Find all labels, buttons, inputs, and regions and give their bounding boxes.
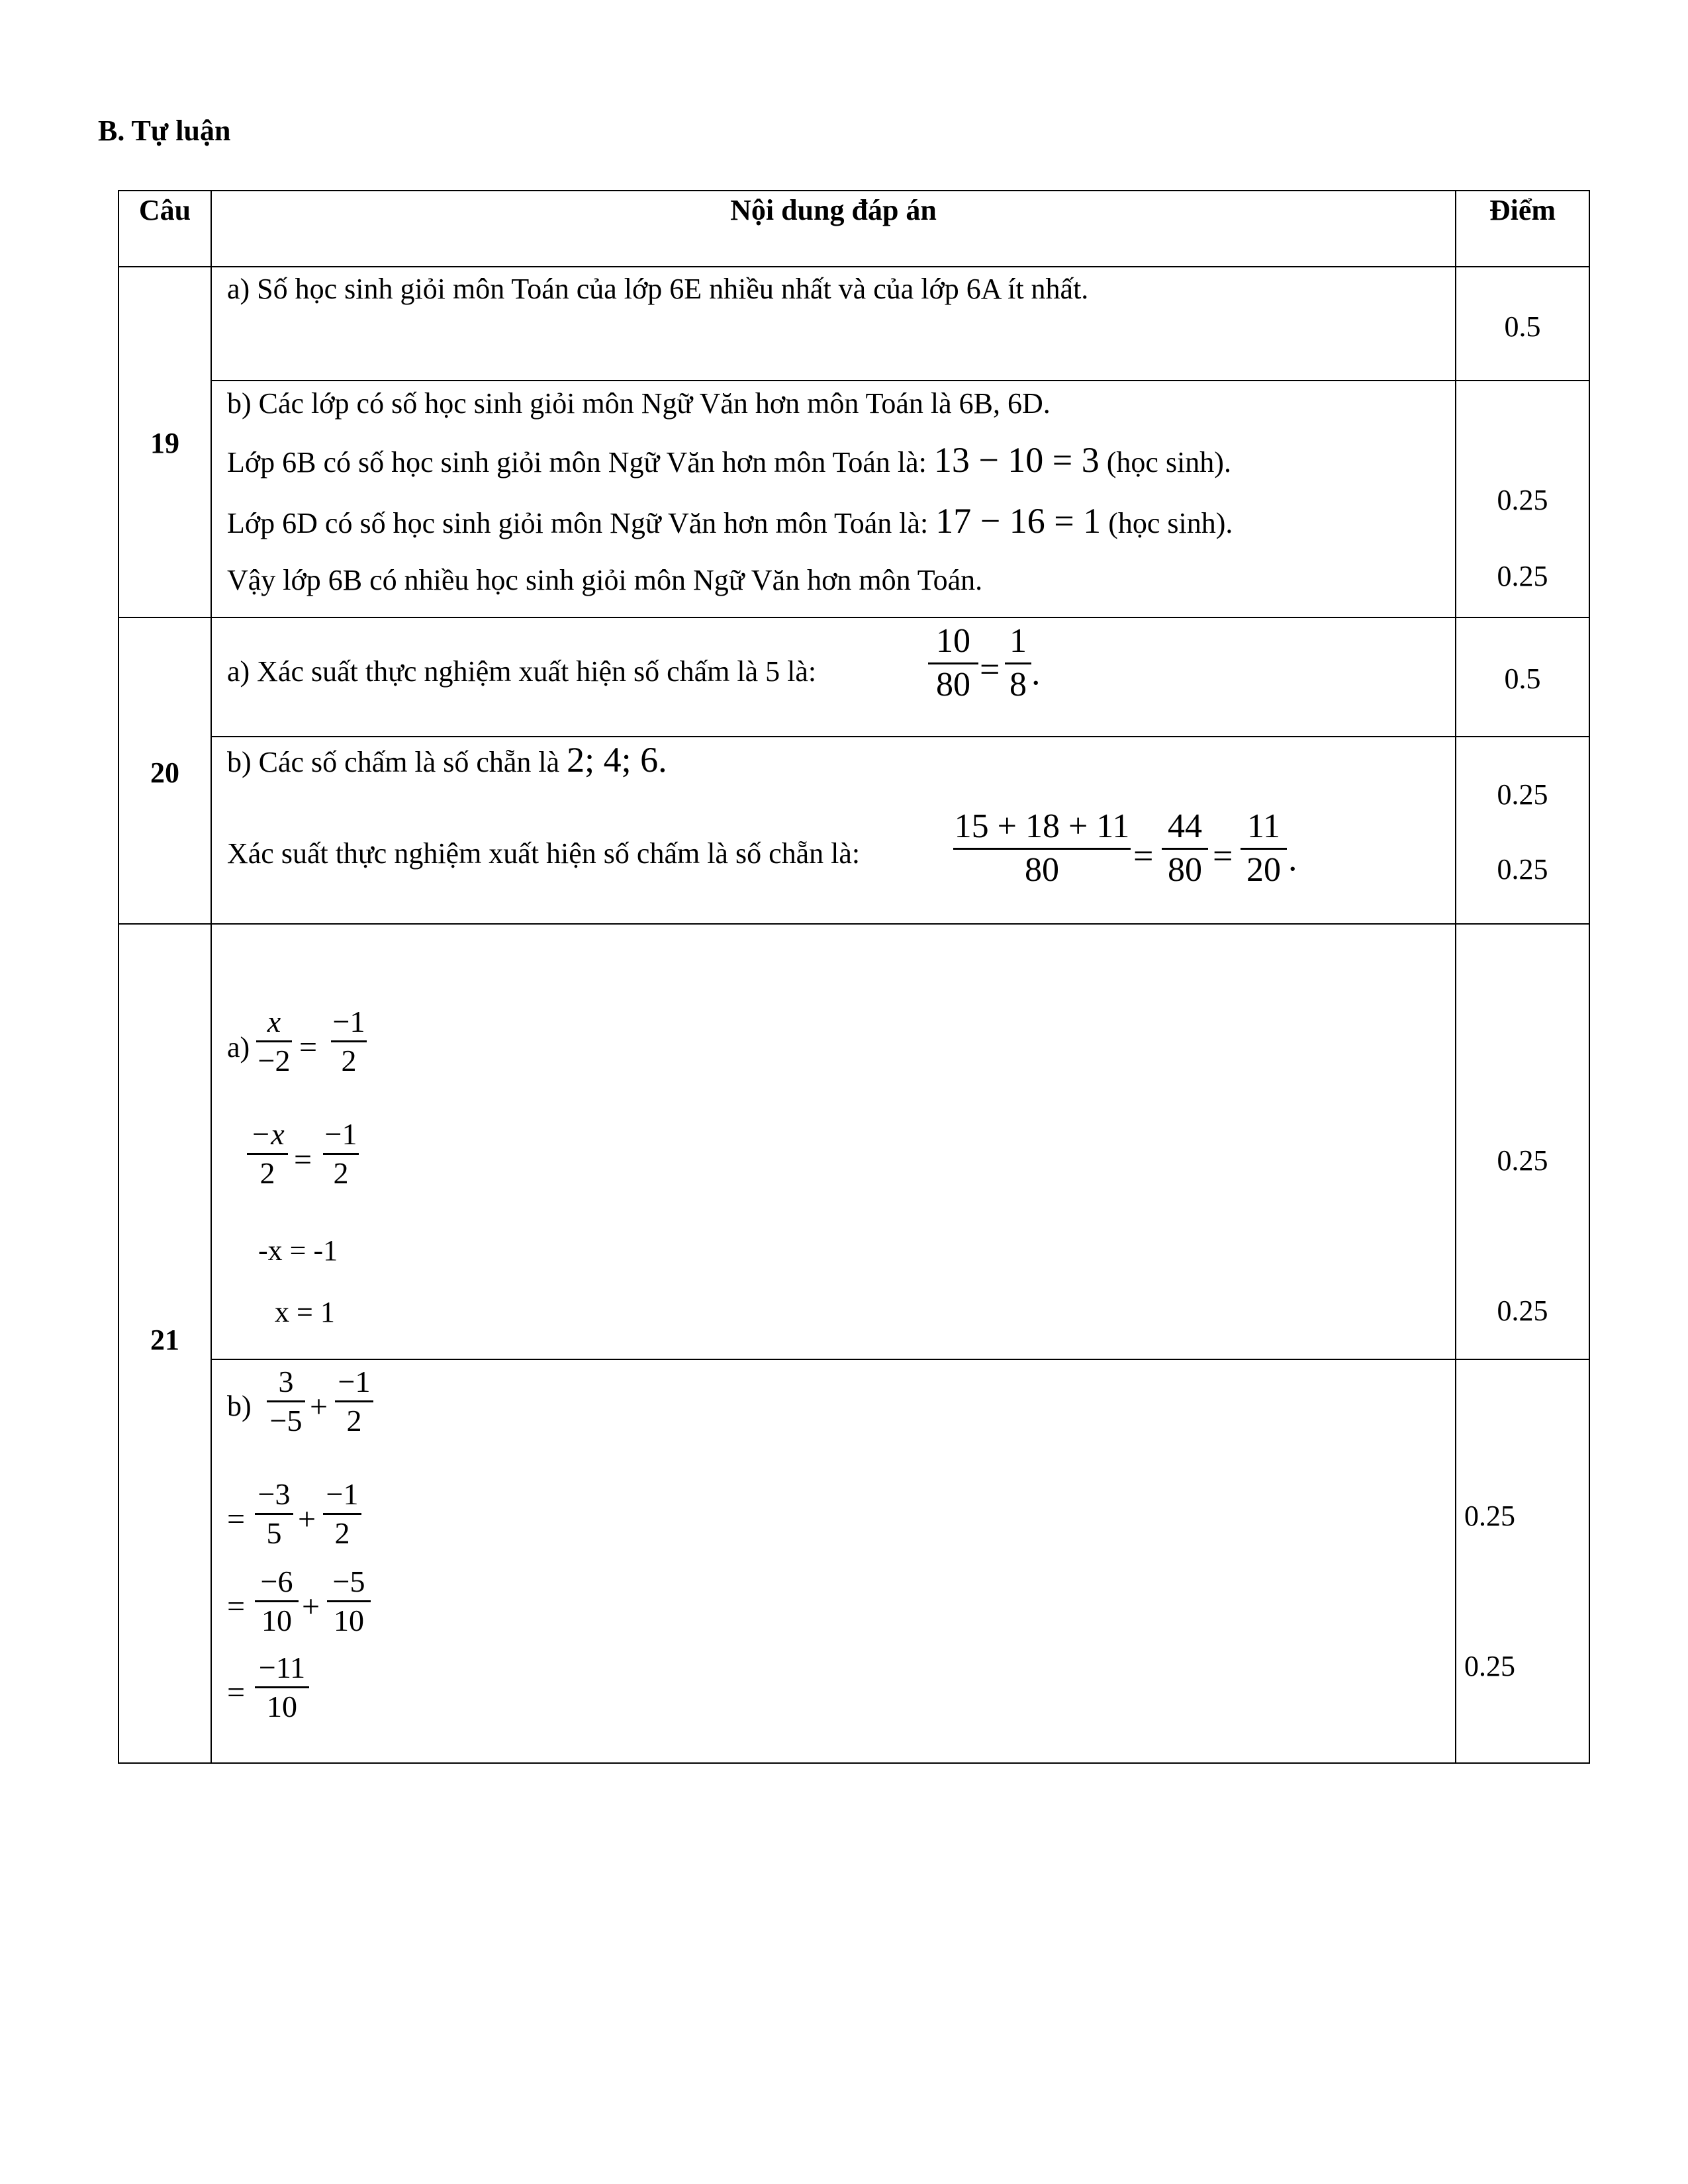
header-noidung: Nội dung đáp án	[730, 194, 937, 226]
header-cau: Câu	[138, 194, 191, 226]
q20-b-eq2: =	[1213, 836, 1233, 876]
q21-b-s2-eq: =	[227, 1502, 246, 1537]
divider-19a-19b	[211, 380, 1590, 381]
q21-b-s3-fraction-1	[255, 1566, 299, 1637]
q21-b-s3-f1-den: 10	[261, 1604, 292, 1638]
column-divider-2	[1455, 190, 1456, 1764]
q19-b-line3-suffix: (học sinh).	[1108, 507, 1233, 539]
q19-b-line2	[227, 440, 1231, 480]
q21-a-s1-eq: =	[299, 1030, 318, 1065]
q19-b-line3-text: Lớp 6D có số học sinh giỏi môn Ngữ Văn hơn môn Toán là:	[227, 507, 929, 539]
q20-b-f1-den: 80	[1025, 850, 1059, 889]
q21-a-s1-f1-den: −2	[258, 1044, 291, 1078]
q21-number: 21	[150, 1324, 179, 1356]
q21-b-s3-f2-den: 10	[334, 1604, 364, 1638]
q21-b-score1: 0.25	[1464, 1500, 1515, 1532]
q19-b-line4: Vậy lớp 6B có nhiều học sinh giỏi môn Ngữ Văn hơn môn Toán.	[227, 564, 983, 596]
q21-b-s4-f1-den: 10	[267, 1690, 297, 1724]
q21-a-score1: 0.25	[1497, 1144, 1548, 1177]
column-divider-1	[211, 190, 212, 1764]
q20-b-fraction-2	[1162, 809, 1208, 888]
q20-b-f2-den: 80	[1168, 850, 1202, 889]
q21-b-s1-f2-num: −1	[338, 1365, 371, 1398]
q20-a-fraction-1	[928, 623, 978, 703]
q21-b-s2-f2-den: 2	[334, 1516, 350, 1551]
q21-b-s1-f1-num: 3	[278, 1365, 294, 1398]
q19-b-line1: b) Các lớp có số học sinh giỏi môn Ngữ Văn hơn môn Toán là 6B, 6D.	[227, 387, 1051, 420]
table-border-left	[118, 190, 119, 1764]
q21-a-s1-f1-num: x	[267, 1005, 281, 1038]
q21-a-s2-f1-num: −x	[250, 1117, 285, 1151]
divider-20a-20b	[211, 736, 1590, 737]
table-border-bottom	[118, 1762, 1590, 1764]
q21-a-s1-fraction-1	[256, 1006, 292, 1077]
q19-b-line3	[227, 501, 1233, 541]
q21-a-s2-f1-den: 2	[259, 1156, 275, 1191]
q20-b-line1	[227, 740, 667, 780]
q21-a-s2-fraction-1	[247, 1118, 288, 1190]
q20-b-f2-num: 44	[1168, 807, 1202, 845]
q21-b-s1-op: +	[310, 1389, 328, 1424]
q21-b-s2-f1-den: 5	[266, 1516, 282, 1551]
q21-b-s4-fraction-1	[255, 1652, 309, 1723]
divider-21a-21b	[211, 1359, 1590, 1360]
q20-b-fraction-3	[1241, 809, 1287, 888]
q20-a-score: 0.5	[1504, 662, 1541, 695]
q21-b-s2-op: +	[298, 1502, 316, 1537]
section-title: B. Tự luận	[98, 114, 231, 147]
q21-a-s2-f2-den: 2	[333, 1156, 349, 1191]
q20-b-eq1: =	[1133, 836, 1154, 876]
q20-a-eq: =	[980, 649, 1000, 689]
q20-b-line2-text: Xác suất thực nghiệm xuất hiện số chấm là số chẵn là:	[227, 837, 861, 870]
q21-b-s3-f1-num: −6	[260, 1565, 293, 1598]
q20-a-f1-den: 80	[936, 665, 970, 704]
q19-number: 19	[150, 427, 179, 459]
q19-a-text: a) Số học sinh giỏi môn Toán của lớp 6E nhiều nhất và của lớp 6A ít nhất.	[227, 273, 1089, 305]
q20-b-fraction-1	[953, 809, 1131, 888]
q21-b-score2: 0.25	[1464, 1650, 1515, 1682]
q20-a-dot: .	[1031, 653, 1041, 692]
q21-b-s4-eq: =	[227, 1675, 246, 1710]
q21-b-s3-op: +	[302, 1589, 320, 1624]
q20-b-f3-den: 20	[1246, 850, 1281, 889]
q21-a-score2: 0.25	[1497, 1295, 1548, 1327]
q21-b-label: b)	[227, 1390, 252, 1422]
q20-a-text: a) Xác suất thực nghiệm xuất hiện số chấm là 5 là:	[227, 655, 817, 688]
q19-b-line3-expr: 17 − 16 = 1	[935, 501, 1102, 541]
q21-a-s1-f2-num: −1	[332, 1005, 365, 1038]
header-diem: Điểm	[1489, 194, 1556, 226]
q20-b-line1-expr: 2; 4; 6.	[567, 740, 667, 780]
q21-a-s4: x = 1	[275, 1296, 335, 1328]
q21-a-s2-f2-num: −1	[324, 1117, 357, 1151]
q20-a-fraction-2	[1005, 623, 1031, 703]
table-border-top	[118, 190, 1590, 191]
header-divider	[118, 266, 1590, 267]
q21-b-s3-eq: =	[227, 1589, 246, 1624]
divider-20-21	[118, 923, 1590, 925]
q21-a-s1-fraction-2	[331, 1006, 367, 1077]
q21-b-s3-f2-num: −5	[332, 1565, 365, 1598]
q19-b-line2-expr: 13 − 10 = 3	[933, 440, 1100, 480]
q21-a-label: a)	[227, 1031, 250, 1064]
q19-b-score2: 0.25	[1497, 560, 1548, 592]
q20-a-f2-den: 8	[1009, 665, 1027, 704]
q21-a-s2-fraction-2	[323, 1118, 359, 1190]
q21-b-s1-fraction-1	[267, 1366, 305, 1437]
q21-b-s2-f2-num: −1	[326, 1477, 359, 1511]
q20-b-score1: 0.25	[1497, 778, 1548, 811]
divider-19-20	[118, 617, 1590, 618]
table-border-right	[1589, 190, 1590, 1764]
q21-b-s2-f1-num: −3	[258, 1477, 291, 1511]
q21-a-s1-f2-den: 2	[341, 1044, 357, 1078]
q19-b-line2-suffix: (học sinh).	[1106, 446, 1231, 478]
q19-b-score1: 0.25	[1497, 484, 1548, 516]
q19-a-score: 0.5	[1504, 310, 1541, 343]
q21-a-s3: -x = -1	[258, 1234, 338, 1267]
q20-b-f1-num: 15 + 18 + 11	[954, 807, 1130, 845]
q21-b-s1-fraction-2	[335, 1366, 373, 1437]
q20-b-f3-num: 11	[1246, 807, 1281, 845]
q20-number: 20	[150, 756, 179, 789]
q20-b-dot: .	[1288, 839, 1297, 878]
q21-b-s2-fraction-1	[255, 1479, 293, 1550]
q21-a-s2-eq: =	[294, 1142, 312, 1177]
q21-b-s2-fraction-2	[323, 1479, 361, 1550]
q20-a-f2-num: 1	[1009, 622, 1027, 660]
q20-a-f1-num: 10	[936, 622, 970, 660]
q21-b-s4-f1-num: −11	[258, 1651, 306, 1684]
q21-b-s1-f1-den: −5	[269, 1404, 303, 1438]
q20-b-line1-text: b) Các số chấm là số chẵn là	[227, 746, 560, 778]
q21-b-s1-f2-den: 2	[346, 1404, 362, 1438]
q20-b-score2: 0.25	[1497, 853, 1548, 886]
q21-b-s3-fraction-2	[327, 1566, 371, 1637]
q19-b-line2-text: Lớp 6B có số học sinh giỏi môn Ngữ Văn hơn môn Toán là:	[227, 446, 927, 478]
